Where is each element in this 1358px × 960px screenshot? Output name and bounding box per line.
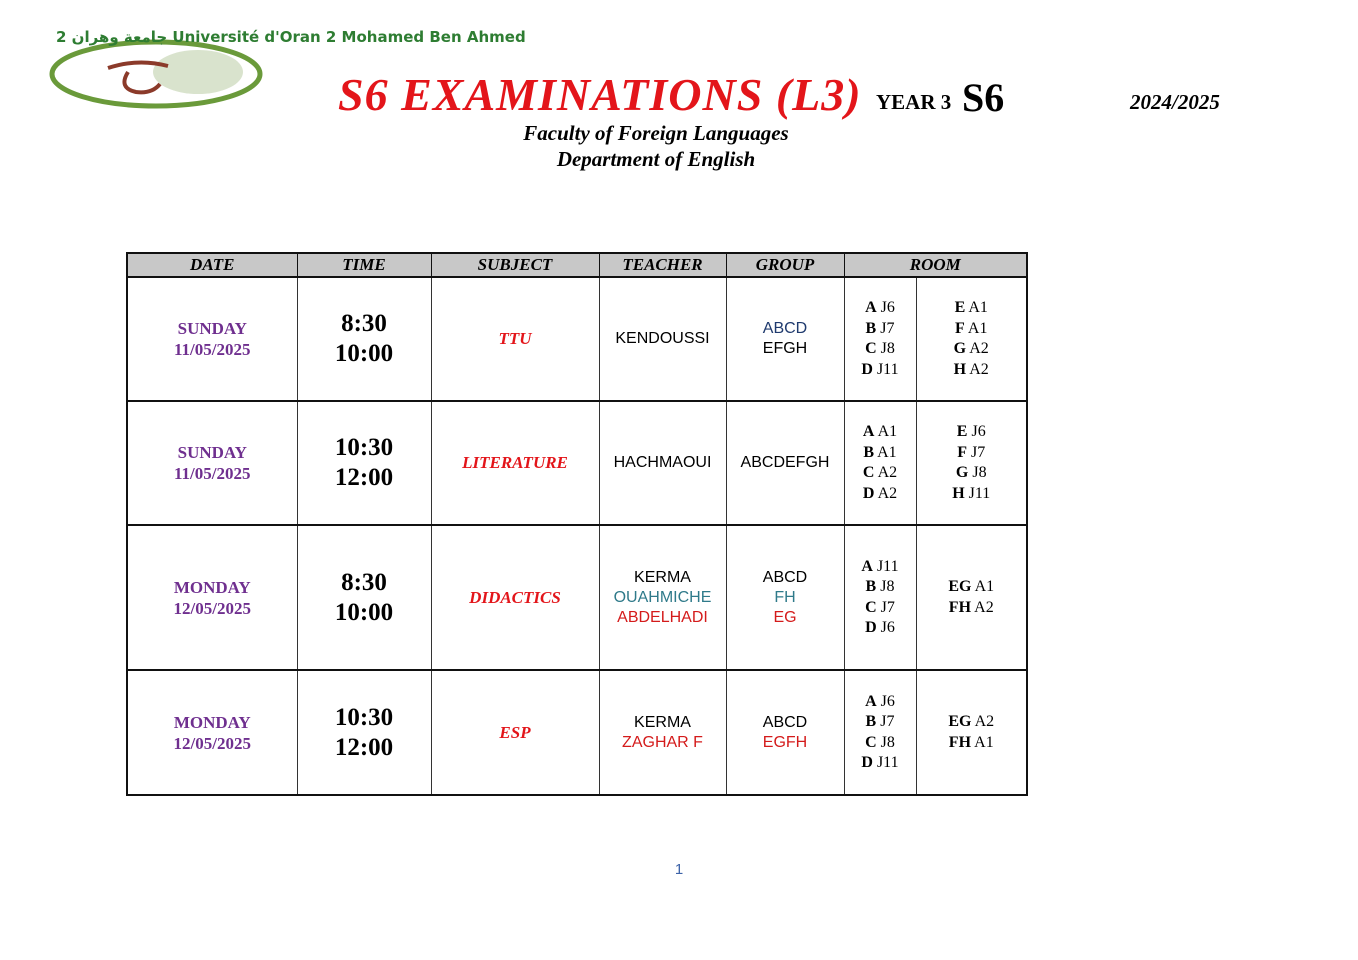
room-code: J7 (971, 443, 986, 461)
room-code: J7 (880, 598, 895, 616)
room-cell-right (916, 277, 1027, 401)
exam-date: 11/05/2025 (173, 464, 251, 483)
room-assignment (917, 598, 1027, 619)
page-number: 1 (674, 861, 684, 878)
room-group: B (865, 578, 877, 595)
subject-cell: LITERATURE (431, 401, 599, 525)
academic-year: 2024/2025 (1130, 90, 1220, 114)
room-group: EG (948, 578, 972, 595)
room-code: A1 (877, 443, 897, 461)
exam-date: 12/05/2025 (173, 598, 251, 618)
room-cell-right (916, 525, 1027, 670)
room-group: EG (948, 713, 972, 730)
room-group: C (865, 733, 877, 751)
room-assignment (845, 443, 916, 464)
room-group: F (955, 319, 965, 337)
teacher-name: KENDOUSSI (615, 330, 710, 347)
group-cell (726, 525, 844, 670)
room-group: G (953, 340, 967, 357)
group-name: ABCD (762, 568, 808, 586)
room-assignment (917, 319, 1027, 340)
room-assignment (917, 339, 1027, 360)
teacher-name: KERMA (634, 568, 691, 586)
room-assignment (845, 577, 916, 598)
room-assignment (845, 753, 916, 774)
room-group: A (861, 557, 873, 575)
group-name: ABCDEFGH (740, 454, 830, 471)
room-assignment (845, 557, 916, 578)
table-row (127, 277, 1027, 401)
room-assignment (917, 443, 1027, 464)
date-cell (127, 670, 297, 795)
department-name: Department of English (556, 147, 756, 171)
room-assignment (917, 484, 1027, 505)
group-cell (726, 401, 844, 525)
room-assignment (845, 598, 916, 619)
table-row (127, 670, 1027, 795)
room-group: C (862, 464, 875, 481)
table-header-row (127, 253, 1027, 277)
room-group: H (953, 360, 967, 378)
room-assignment (845, 484, 916, 505)
room-group: H (952, 484, 965, 502)
header-subject: SUBJECT (431, 253, 599, 277)
group-cell (726, 277, 844, 401)
room-code: J8 (972, 464, 987, 481)
room-code: J6 (880, 299, 895, 316)
end-time: 12:00 (334, 464, 394, 491)
teacher-name: ABDELHADI (617, 608, 708, 626)
room-code: A2 (974, 713, 995, 730)
room-code: J6 (971, 423, 986, 440)
room-assignment (917, 712, 1027, 733)
room-group: E (956, 423, 968, 440)
group-name: EG (773, 608, 797, 626)
group-name: ABCD (762, 713, 808, 731)
time-cell (297, 670, 431, 795)
exam-schedule-table (126, 252, 1028, 796)
room-assignment (845, 298, 916, 319)
room-code: J6 (880, 692, 895, 710)
room-group: C (865, 340, 877, 357)
teacher-cell (599, 401, 726, 525)
room-code: J11 (876, 754, 899, 771)
room-code: J7 (880, 319, 895, 337)
end-time: 10:00 (334, 340, 394, 367)
room-assignment (845, 360, 916, 381)
table-row (127, 525, 1027, 670)
room-group: D (861, 360, 873, 378)
room-cell-right (916, 401, 1027, 525)
room-assignment (845, 463, 916, 484)
year-label: YEAR 3 (876, 90, 952, 114)
exam-day: MONDAY (173, 712, 251, 732)
room-group: FH (948, 733, 972, 751)
room-code: A2 (974, 598, 994, 616)
room-group: A (865, 692, 877, 710)
group-cell (726, 670, 844, 795)
room-cell-left (844, 670, 916, 795)
exam-day: SUNDAY (177, 443, 247, 462)
group-name: EFGH (762, 340, 808, 357)
group-name: FH (774, 588, 796, 606)
room-assignment (917, 298, 1027, 319)
subject-cell: ESP (431, 670, 599, 795)
room-group: D (861, 754, 873, 771)
room-code: J8 (880, 733, 895, 751)
subject-cell: DIDACTICS (431, 525, 599, 670)
room-group: B (863, 443, 874, 461)
teacher-cell (599, 670, 726, 795)
header-group: GROUP (726, 253, 844, 277)
start-time: 10:30 (334, 434, 394, 461)
room-code: J11 (876, 360, 899, 378)
room-cell-right (916, 670, 1027, 795)
room-assignment (917, 422, 1027, 443)
room-assignment (845, 733, 916, 754)
room-assignment (845, 712, 916, 733)
start-time: 8:30 (341, 568, 387, 596)
room-assignment (917, 733, 1027, 754)
room-code: A1 (974, 733, 994, 751)
header-teacher: TEACHER (599, 253, 726, 277)
room-group: C (865, 598, 877, 616)
group-name: ABCD (762, 320, 808, 337)
room-assignment (917, 463, 1027, 484)
teacher-name: ZAGHAR F (622, 733, 703, 751)
room-code: A1 (877, 423, 898, 440)
room-assignment (845, 319, 916, 340)
room-code: J11 (876, 557, 899, 575)
room-group: A (865, 299, 877, 316)
room-code: J6 (880, 619, 895, 636)
time-cell (297, 525, 431, 670)
semester-label: S6 (962, 75, 1005, 120)
room-cell-left (844, 401, 916, 525)
room-group: B (865, 319, 877, 337)
room-assignment (845, 618, 916, 639)
room-code: A2 (969, 360, 989, 378)
room-code: A1 (974, 578, 995, 595)
teacher-cell (599, 277, 726, 401)
room-code: J11 (968, 484, 991, 502)
faculty-name: Faculty of Foreign Languages (523, 121, 789, 145)
room-group: A (862, 423, 875, 440)
room-code: J8 (880, 340, 895, 357)
teacher-name: KERMA (634, 713, 691, 731)
room-assignment (845, 692, 916, 713)
date-cell (127, 525, 297, 670)
teacher-name: OUAHMICHE (613, 588, 712, 606)
end-time: 12:00 (334, 733, 394, 761)
exam-day: MONDAY (173, 577, 251, 597)
room-code: A2 (969, 340, 989, 357)
svg-text:جامعة وهران 2 Université d'Ora: جامعة وهران 2 Université d'Oran 2 Mohamed Ben Ahmed (56, 28, 526, 46)
room-code: A1 (968, 299, 988, 316)
room-code: J7 (880, 713, 895, 730)
group-name: EGFH (762, 733, 808, 751)
room-code: A2 (877, 484, 898, 502)
room-assignment (845, 339, 916, 360)
room-assignment (845, 422, 916, 443)
exam-date: 12/05/2025 (173, 733, 251, 753)
room-group: F (957, 443, 968, 461)
start-time: 8:30 (341, 310, 387, 337)
time-cell (297, 401, 431, 525)
exam-date: 11/05/2025 (173, 340, 251, 359)
room-group: D (865, 619, 877, 636)
room-code: A1 (967, 319, 988, 337)
end-time: 10:00 (334, 598, 394, 626)
room-group: G (955, 464, 969, 481)
room-group: FH (948, 598, 972, 616)
header-room: ROOM (844, 253, 1027, 277)
table-row (127, 401, 1027, 525)
teacher-name: HACHMAOUI (613, 454, 712, 471)
page-title: S6 EXAMINATIONS (L3) (338, 69, 862, 120)
university-logo (48, 28, 526, 108)
exam-day: SUNDAY (177, 319, 247, 338)
room-code: J8 (880, 578, 895, 595)
date-cell (127, 277, 297, 401)
room-assignment (917, 360, 1027, 381)
date-cell (127, 401, 297, 525)
room-code: A2 (877, 464, 898, 481)
room-cell-left (844, 277, 916, 401)
header-time: TIME (297, 253, 431, 277)
room-group: B (865, 713, 877, 730)
header-date: DATE (127, 253, 297, 277)
room-group: E (954, 299, 966, 316)
start-time: 10:30 (334, 703, 394, 731)
subject-cell: TTU (431, 277, 599, 401)
time-cell (297, 277, 431, 401)
room-assignment (917, 577, 1027, 598)
room-cell-left (844, 525, 916, 670)
teacher-cell (599, 525, 726, 670)
room-group: D (862, 484, 875, 502)
